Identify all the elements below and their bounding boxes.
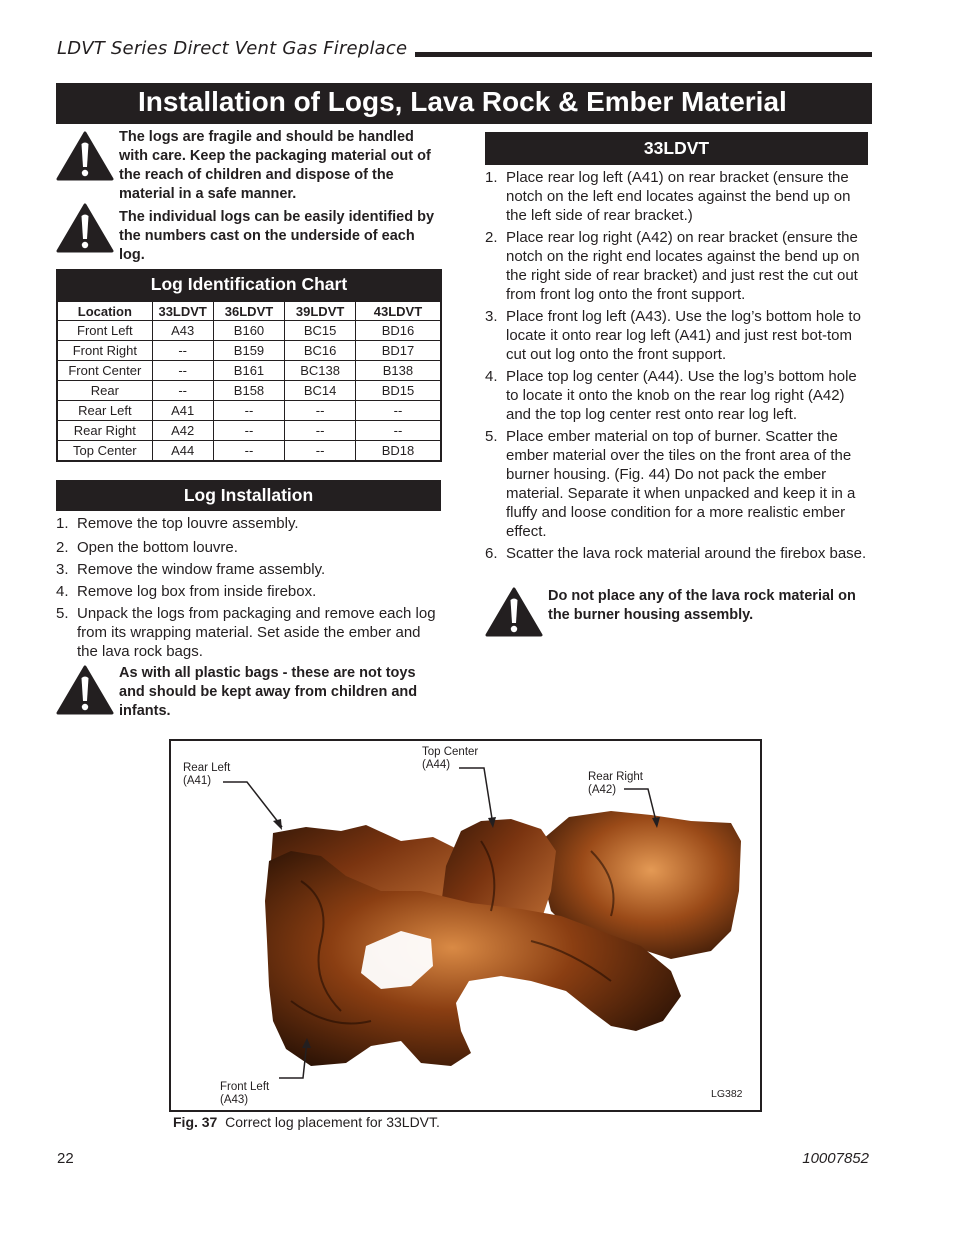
log-installation-title: Log Installation — [56, 480, 441, 511]
list-item — [56, 514, 438, 533]
warning-plastic-bags: As with all plastic bags - these are not toys and should be kept away from children and infants. — [119, 665, 418, 719]
model-section-title: 33LDVT — [485, 132, 868, 165]
table-row — [57, 381, 441, 401]
list-item — [56, 538, 438, 557]
table-cell: -- — [213, 421, 285, 441]
step-text: Place rear log right (A42) on rear bracket (ensure the notch on the right end locates against the bend up on the right side of rear bracket) and just rest the cut out from front log onto the front support. — [506, 229, 860, 303]
step-text: Place front log left (A43). Use the log’s bottom hole to locate it onto rear log left (A41) and just rest bot-tom cut out log onto the front support. — [506, 308, 861, 363]
figure-code: LG382 — [711, 1088, 743, 1100]
table-cell: A42 — [152, 421, 213, 441]
table-cell: A43 — [152, 321, 213, 341]
table-cell: -- — [355, 421, 441, 441]
table-row — [57, 361, 441, 381]
warning-icon — [56, 203, 114, 253]
step-number: 1. — [485, 169, 498, 186]
step-number: 2. — [56, 539, 69, 556]
log-set-illustration — [171, 741, 760, 1110]
list-item — [485, 168, 870, 225]
step-number: 4. — [485, 368, 498, 385]
table-cell: BC15 — [285, 321, 356, 341]
warning-fragile: The logs are fragile and should be handled with care. Keep the packaging material out of the reach of children and dispose of the material in a safe manner. — [119, 129, 431, 202]
step-number: 3. — [485, 308, 498, 325]
table-cell: BC138 — [285, 361, 356, 381]
column-header: Location — [57, 301, 152, 321]
list-item — [485, 228, 870, 304]
table-cell: B160 — [213, 321, 285, 341]
model-steps — [485, 168, 870, 563]
step-text: Open the bottom louvre. — [77, 539, 238, 556]
callout-rear-left — [183, 762, 230, 787]
caption-text: Correct log placement for 33LDVT. — [225, 1114, 440, 1130]
list-item — [56, 582, 438, 601]
table-cell: Top Center — [57, 441, 152, 462]
step-text: Place top log center (A44). Use the log’s bottom hole to locate it onto the knob on the rear log right (A42) and the top log center rest onto rear log left. — [506, 368, 857, 423]
step-number: 1. — [56, 515, 69, 532]
column-header: 33LDVT — [152, 301, 213, 321]
table-cell: -- — [355, 401, 441, 421]
table-cell: B159 — [213, 341, 285, 361]
table-cell: B138 — [355, 361, 441, 381]
table-cell: -- — [152, 381, 213, 401]
table-cell: -- — [213, 441, 285, 462]
list-item — [56, 560, 438, 579]
column-header: 39LDVT — [285, 301, 356, 321]
table-cell: -- — [152, 361, 213, 381]
list-item — [485, 427, 870, 541]
step-text: Remove log box from inside firebox. — [77, 583, 317, 600]
step-number: 3. — [56, 561, 69, 578]
header-rule — [415, 52, 872, 57]
table-cell: BD17 — [355, 341, 441, 361]
table-cell: -- — [285, 441, 356, 462]
column-header: 43LDVT — [355, 301, 441, 321]
table-cell: BD15 — [355, 381, 441, 401]
callout-label: Rear Left — [183, 762, 231, 774]
callout-rear-right — [588, 771, 643, 796]
table-cell: BC14 — [285, 381, 356, 401]
table-cell: A44 — [152, 441, 213, 462]
step-number: 2. — [485, 229, 498, 246]
table-cell: -- — [285, 421, 356, 441]
table-cell: Front Left — [57, 321, 152, 341]
table-cell: BC16 — [285, 341, 356, 361]
log-identification-table — [56, 300, 442, 462]
callout-code: (A42) — [588, 783, 617, 796]
list-item — [56, 604, 438, 661]
table-cell: B161 — [213, 361, 285, 381]
table-row — [57, 441, 441, 462]
document-number: 10007852 — [802, 1150, 869, 1167]
table-row — [57, 341, 441, 361]
table-cell: A41 — [152, 401, 213, 421]
table-cell: Front Center — [57, 361, 152, 381]
step-text: Unpack the logs from packaging and remove each log from its wrapping material. Set aside the ember and the lava rock bags. — [77, 605, 436, 660]
table-row — [57, 321, 441, 341]
figure-caption — [173, 1114, 440, 1130]
warning-icon — [56, 665, 114, 715]
table-cell: Rear — [57, 381, 152, 401]
step-number: 5. — [56, 605, 69, 622]
table-cell: -- — [285, 401, 356, 421]
callout-label: Top Center — [422, 746, 479, 758]
step-number: 5. — [485, 428, 498, 445]
table-row — [57, 401, 441, 421]
table-cell: Rear Right — [57, 421, 152, 441]
step-text: Place rear log left (A41) on rear bracket (ensure the notch on the left end locates against the bend up on the left side of rear bracket.) — [506, 169, 851, 224]
callout-code: (A43) — [220, 1093, 249, 1106]
warning-icon — [56, 131, 114, 181]
table-cell: Front Right — [57, 341, 152, 361]
column-header: 36LDVT — [213, 301, 285, 321]
page-title: Installation of Logs, Lava Rock & Ember Material — [138, 86, 787, 117]
list-item — [485, 367, 870, 424]
table-cell: -- — [213, 401, 285, 421]
figure-frame — [169, 739, 762, 1112]
log-installation-steps — [56, 514, 438, 661]
callout-code: (A41) — [183, 774, 212, 787]
warning-identify: The individual logs can be easily identified by the numbers cast on the underside of each log. — [119, 209, 435, 263]
callout-label: Front Left — [220, 1081, 270, 1093]
table-row — [57, 421, 441, 441]
table-cell: B158 — [213, 381, 285, 401]
page-number: 22 — [57, 1150, 74, 1167]
callout-label: Rear Right — [588, 771, 643, 783]
callout-front-left — [220, 1081, 269, 1106]
table-header-row — [57, 301, 441, 321]
step-number: 4. — [56, 583, 69, 600]
list-item — [485, 544, 870, 563]
step-text: Scatter the lava rock material around the firebox base. — [506, 545, 867, 562]
step-text: Remove the top louvre assembly. — [77, 515, 299, 532]
callout-top-center — [422, 746, 478, 771]
table-cell: Rear Left — [57, 401, 152, 421]
table-cell: BD16 — [355, 321, 441, 341]
title-banner — [56, 83, 872, 124]
log-chart-title: Log Identification Chart — [56, 269, 442, 300]
warning-icon — [485, 587, 543, 637]
table-cell: -- — [152, 341, 213, 361]
step-number: 6. — [485, 545, 498, 562]
step-text: Place ember material on top of burner. Scatter the ember material over the tiles on the front area of the burner housing. (Fig. 44) Do not pack the ember material. Separate it when unpacked and keep it in a fluffy and loose condition for a more realistic ember effect. — [506, 428, 856, 540]
callout-code: (A44) — [422, 758, 451, 771]
list-item — [485, 307, 870, 364]
caption-label: Fig. 37 — [173, 1114, 218, 1130]
series-title: LDVT Series Direct Vent Gas Fireplace — [57, 38, 408, 59]
arrow-head — [273, 819, 282, 830]
step-text: Remove the window frame assembly. — [77, 561, 326, 578]
warning-lava-rock: Do not place any of the lava rock material on the burner housing assembly. — [548, 588, 856, 623]
table-cell: BD18 — [355, 441, 441, 462]
